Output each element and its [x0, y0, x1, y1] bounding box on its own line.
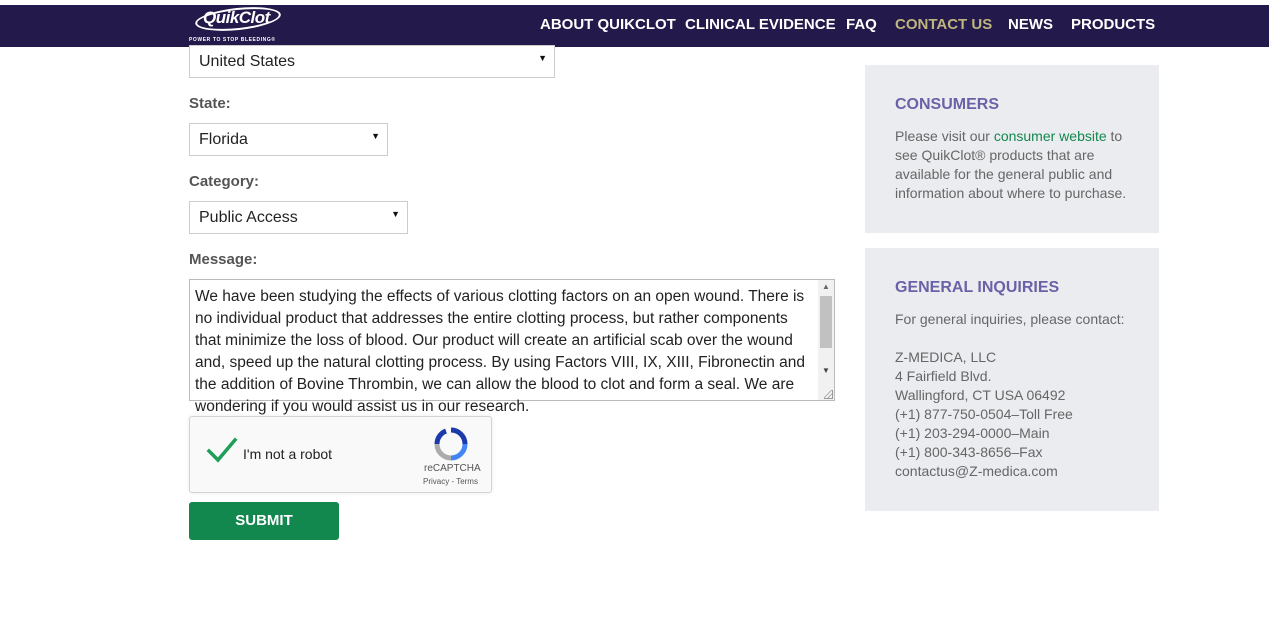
scroll-thumb[interactable] — [820, 296, 832, 348]
nav-about[interactable]: ABOUT QUIKCLOT — [540, 16, 676, 33]
logo-tagline: POWER TO STOP BLEEDING® — [189, 37, 276, 43]
message-textarea[interactable] — [189, 279, 835, 415]
recaptcha-logo-icon — [434, 427, 468, 461]
dropdown-arrow-icon: ▼ — [371, 131, 380, 141]
contact-details — [895, 348, 1073, 481]
consumers-text-before: Please visit our — [895, 128, 994, 144]
scroll-down-icon[interactable]: ▼ — [822, 366, 830, 375]
nav-news[interactable]: NEWS — [1008, 16, 1053, 33]
logo-wordmark: QuikClot — [203, 8, 270, 27]
state-select-value: Florida — [199, 131, 248, 148]
dropdown-arrow-icon: ▼ — [538, 53, 547, 63]
checkmark-icon[interactable] — [206, 436, 238, 464]
general-inquiries-title: GENERAL INQUIRIES — [895, 279, 1060, 296]
general-inquiries-intro: For general inquiries, please contact: — [895, 311, 1125, 327]
general-inquiries-card — [865, 248, 1159, 511]
nav-faq[interactable]: FAQ — [846, 16, 877, 33]
recaptcha-widget — [189, 416, 492, 493]
submit-button[interactable]: SUBMIT — [189, 502, 339, 540]
state-select[interactable] — [189, 123, 388, 156]
consumers-text-after: to see QuikClot® products that are available for the general public and information about where to purchase. — [895, 128, 1127, 201]
contact-email[interactable]: contactus@Z-medica.com — [895, 463, 1058, 479]
consumer-website-link[interactable]: consumer website — [993, 128, 1107, 144]
consumers-title: CONSUMERS — [895, 96, 1000, 113]
phone-tollfree: (+1) 877-750-0504–Toll Free — [895, 406, 1073, 422]
message-text: We have been studying the effects of various clotting factors on an open wound. There is no individual product that addresses the entire clotting process, but rather components that minimize the loss of blood. Our product will create an artificial scab over the wound and, speed up the natural clotting process. By using Factors VIII, IX, XIII, Fibronectin and the addition of Bovine Thrombin, we can allow the blood to clot and form a seal. We are wondering if you would assist us in our research. — [195, 288, 805, 415]
consumers-text — [895, 127, 1139, 203]
category-select[interactable] — [189, 201, 408, 234]
country-select[interactable] — [189, 45, 555, 78]
fax-number: (+1) 800-343-8656–Fax — [895, 444, 1043, 460]
category-select-value: Public Access — [199, 209, 298, 226]
nav-contact-us[interactable]: CONTACT US — [895, 16, 993, 33]
state-label: State: — [189, 95, 231, 112]
message-label: Message: — [189, 251, 258, 268]
nav-clinical-evidence[interactable]: CLINICAL EVIDENCE — [685, 16, 836, 33]
resize-handle-icon[interactable] — [824, 390, 833, 399]
consumers-card — [865, 65, 1159, 233]
navbar — [0, 5, 1269, 47]
category-label: Category: — [189, 173, 260, 190]
country-select-value: United States — [199, 53, 296, 70]
street-address: 4 Fairfield Blvd. — [895, 368, 992, 384]
dropdown-arrow-icon: ▼ — [391, 209, 400, 219]
company-name: Z-MEDICA, LLC — [895, 349, 997, 365]
scroll-up-icon[interactable]: ▲ — [822, 282, 830, 291]
quikclot-logo[interactable] — [189, 8, 299, 44]
phone-main: (+1) 203-294-0000–Main — [895, 425, 1050, 441]
nav-products[interactable]: PRODUCTS — [1071, 16, 1156, 33]
city-address: Wallingford, CT USA 06492 — [895, 387, 1066, 403]
recaptcha-brand: reCAPTCHA — [424, 463, 481, 474]
textarea-scrollbar[interactable] — [818, 280, 834, 400]
recaptcha-links[interactable]: Privacy - Terms — [423, 477, 478, 486]
captcha-label: I'm not a robot — [243, 446, 333, 462]
